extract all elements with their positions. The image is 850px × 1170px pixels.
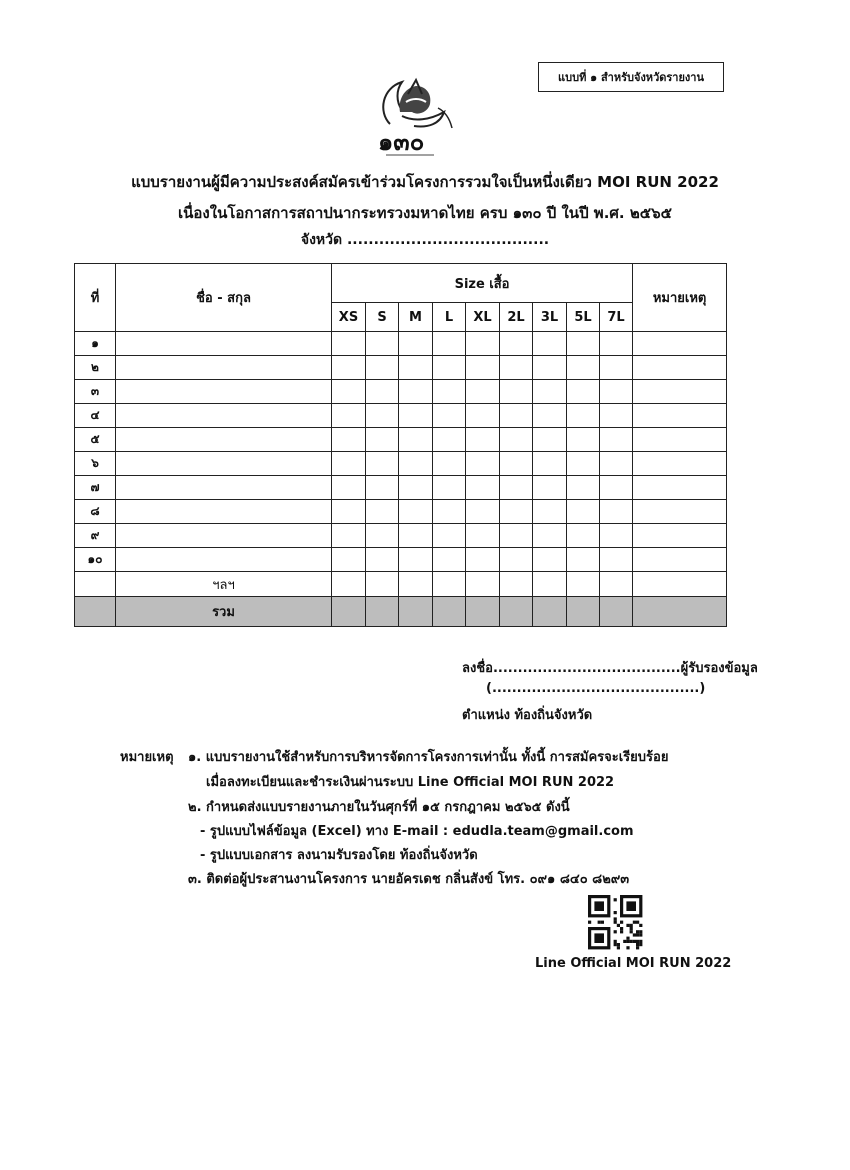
size-count-cell [533, 380, 567, 404]
report-title: แบบรายงานผู้มีความประสงค์สมัครเข้าร่วมโครงการรวมใจเป็นหนึ่งเดียว MOI RUN 2022 [131, 173, 719, 191]
remark-cell [633, 548, 727, 572]
size-count-cell [399, 380, 433, 404]
size-count-cell [433, 404, 466, 428]
size-count-cell [466, 380, 500, 404]
size-count-cell [332, 380, 366, 404]
form-type-label: แบบที่ ๑ สำหรับจังหวัดรายงาน [538, 62, 724, 92]
size-count-cell [600, 500, 633, 524]
size-header-2l: 2L [500, 303, 533, 332]
note-3: ๓. ติดต่อผู้ประสานงานโครงการ นายอัครเดช กลิ่นสังข์ โทร. ๐๙๑ ๘๔๐ ๘๒๙๓ [188, 872, 630, 887]
size-count-cell [433, 597, 466, 627]
table-row [75, 332, 727, 356]
row-number [75, 572, 116, 597]
row-number: ๕ [75, 428, 116, 452]
size-count-cell [600, 548, 633, 572]
col-no-header: ที่ [75, 264, 116, 332]
row-number: ๘ [75, 500, 116, 524]
name-cell [116, 500, 332, 524]
size-count-cell [399, 404, 433, 428]
size-count-cell [466, 500, 500, 524]
size-count-cell [567, 356, 600, 380]
size-count-cell [600, 572, 633, 597]
signer-position: ตำแหน่ง ท้องถิ่นจังหวัด [462, 708, 593, 723]
size-count-cell [433, 548, 466, 572]
size-count-cell [500, 452, 533, 476]
size-count-cell [332, 476, 366, 500]
remark-cell [633, 476, 727, 500]
size-count-cell [533, 524, 567, 548]
ministry-130-logo [368, 72, 458, 158]
size-count-cell [433, 380, 466, 404]
size-count-cell [332, 332, 366, 356]
size-count-cell [399, 500, 433, 524]
signer-name-line: (..........................................) [486, 681, 706, 696]
col-size-header: Size เสื้อ [332, 264, 633, 303]
table-row [75, 428, 727, 452]
size-count-cell [567, 476, 600, 500]
size-count-cell [500, 524, 533, 548]
size-count-cell [533, 332, 567, 356]
name-cell [116, 404, 332, 428]
remark-cell [633, 597, 727, 627]
size-count-cell [533, 548, 567, 572]
note-1-cont: เมื่อลงทะเบียนและชำระเงินผ่านระบบ Line Official MOI RUN 2022 [206, 775, 615, 790]
table-row [75, 380, 727, 404]
remark-cell [633, 404, 727, 428]
table-row [75, 500, 727, 524]
row-number: ๒ [75, 356, 116, 380]
size-count-cell [366, 452, 399, 476]
name-cell [116, 524, 332, 548]
size-header-xl: XL [466, 303, 500, 332]
size-count-cell [600, 380, 633, 404]
table-row [75, 548, 727, 572]
size-count-cell [567, 452, 600, 476]
size-count-cell [500, 597, 533, 627]
table-row [75, 356, 727, 380]
name-cell [116, 332, 332, 356]
note-2a: - รูปแบบไฟล์ข้อมูล (Excel) ทาง E-mail : edudla.team@gmail.com [200, 824, 634, 839]
size-count-cell [399, 332, 433, 356]
size-count-cell [399, 428, 433, 452]
size-count-cell [466, 476, 500, 500]
province-line: จังหวัด ...................................... [300, 232, 550, 248]
row-number: ๖ [75, 452, 116, 476]
size-count-cell [466, 428, 500, 452]
size-count-cell [466, 404, 500, 428]
size-count-cell [332, 452, 366, 476]
name-cell [116, 380, 332, 404]
size-header-m: M [399, 303, 433, 332]
table-row [75, 524, 727, 548]
size-count-cell [500, 404, 533, 428]
col-remark-header: หมายเหตุ [633, 264, 727, 332]
size-count-cell [433, 332, 466, 356]
size-count-cell [500, 500, 533, 524]
size-count-cell [500, 356, 533, 380]
size-count-cell [466, 332, 500, 356]
size-count-cell [500, 332, 533, 356]
notes-label: หมายเหตุ [120, 750, 174, 765]
table-row [75, 476, 727, 500]
size-count-cell [567, 404, 600, 428]
size-header-5l: 5L [567, 303, 600, 332]
size-header-3l: 3L [533, 303, 567, 332]
report-subtitle: เนื่องในโอกาสการสถาปนากระทรวงมหาดไทย ครบ ๑๓๐ ปี ในปี พ.ศ. ๒๕๖๕ [178, 204, 672, 222]
size-count-cell [433, 428, 466, 452]
size-count-cell [433, 452, 466, 476]
size-count-cell [399, 452, 433, 476]
remark-cell [633, 500, 727, 524]
size-count-cell [533, 476, 567, 500]
size-header-s: S [366, 303, 399, 332]
name-cell [116, 428, 332, 452]
total-row [75, 597, 727, 627]
size-count-cell [433, 356, 466, 380]
size-count-cell [567, 524, 600, 548]
remark-cell [633, 572, 727, 597]
size-count-cell [600, 597, 633, 627]
size-count-cell [500, 428, 533, 452]
size-count-cell [366, 380, 399, 404]
table-row [75, 404, 727, 428]
size-count-cell [567, 380, 600, 404]
size-count-cell [600, 356, 633, 380]
size-count-cell [399, 548, 433, 572]
signature-line: ลงชื่อ......................................ผู้รับรองข้อมูล [462, 661, 758, 676]
name-cell [116, 356, 332, 380]
size-count-cell [600, 476, 633, 500]
registration-table [74, 263, 727, 627]
note-2b: - รูปแบบเอกสาร ลงนามรับรองโดย ท้องถิ่นจังหวัด [200, 848, 478, 863]
size-count-cell [332, 548, 366, 572]
size-count-cell [567, 428, 600, 452]
row-number: ๗ [75, 476, 116, 500]
row-number [75, 597, 116, 627]
remark-cell [633, 356, 727, 380]
size-count-cell [366, 524, 399, 548]
qr-caption: Line Official MOI RUN 2022 [535, 956, 732, 971]
size-count-cell [433, 524, 466, 548]
size-count-cell [366, 572, 399, 597]
size-count-cell [466, 572, 500, 597]
size-count-cell [533, 572, 567, 597]
size-count-cell [332, 597, 366, 627]
size-count-cell [332, 524, 366, 548]
name-cell: รวม [116, 597, 332, 627]
name-cell [116, 476, 332, 500]
etc-row [75, 572, 727, 597]
size-count-cell [399, 597, 433, 627]
size-count-cell [366, 500, 399, 524]
size-count-cell [567, 500, 600, 524]
size-count-cell [500, 476, 533, 500]
line-official-qr-code [582, 895, 646, 951]
size-count-cell [332, 356, 366, 380]
size-count-cell [332, 404, 366, 428]
size-count-cell [399, 476, 433, 500]
logo-text: ๑๓๐ [378, 128, 425, 156]
size-count-cell [533, 452, 567, 476]
row-number: ๑ [75, 332, 116, 356]
size-header-7l: 7L [600, 303, 633, 332]
remark-cell [633, 452, 727, 476]
size-count-cell [366, 356, 399, 380]
remark-cell [633, 428, 727, 452]
size-count-cell [399, 572, 433, 597]
size-count-cell [600, 428, 633, 452]
size-header-l: L [433, 303, 466, 332]
size-count-cell [466, 524, 500, 548]
size-count-cell [600, 404, 633, 428]
remark-cell [633, 332, 727, 356]
name-cell [116, 548, 332, 572]
size-count-cell [600, 332, 633, 356]
size-count-cell [366, 404, 399, 428]
size-count-cell [500, 548, 533, 572]
remark-cell [633, 380, 727, 404]
size-count-cell [600, 524, 633, 548]
size-count-cell [533, 356, 567, 380]
size-count-cell [466, 548, 500, 572]
size-count-cell [466, 452, 500, 476]
size-count-cell [600, 452, 633, 476]
col-name-header: ชื่อ - สกุล [116, 264, 332, 332]
row-number: ๙ [75, 524, 116, 548]
size-count-cell [332, 572, 366, 597]
name-cell [116, 452, 332, 476]
size-count-cell [533, 597, 567, 627]
size-count-cell [500, 572, 533, 597]
size-count-cell [332, 500, 366, 524]
size-count-cell [567, 597, 600, 627]
size-count-cell [399, 524, 433, 548]
size-count-cell [366, 332, 399, 356]
size-count-cell [533, 404, 567, 428]
note-2: ๒. กำหนดส่งแบบรายงานภายในวันศุกร์ที่ ๑๕ กรกฎาคม ๒๕๖๕ ดังนี้ [188, 800, 570, 815]
size-count-cell [332, 428, 366, 452]
note-1: ๑. แบบรายงานใช้สำหรับการบริหารจัดการโครงการเท่านั้น ทั้งนี้ การสมัครจะเรียบร้อย [188, 750, 669, 765]
table-row [75, 452, 727, 476]
size-count-cell [366, 548, 399, 572]
size-count-cell [466, 356, 500, 380]
size-count-cell [399, 356, 433, 380]
size-count-cell [433, 500, 466, 524]
row-number: ๔ [75, 404, 116, 428]
row-number: ๓ [75, 380, 116, 404]
row-number: ๑๐ [75, 548, 116, 572]
size-count-cell [366, 428, 399, 452]
size-count-cell [466, 597, 500, 627]
name-cell: ฯลฯ [116, 572, 332, 597]
size-count-cell [366, 597, 399, 627]
size-count-cell [500, 380, 533, 404]
size-count-cell [366, 476, 399, 500]
size-count-cell [533, 500, 567, 524]
size-count-cell [533, 428, 567, 452]
size-count-cell [567, 332, 600, 356]
size-count-cell [433, 572, 466, 597]
size-count-cell [433, 476, 466, 500]
size-count-cell [567, 572, 600, 597]
remark-cell [633, 524, 727, 548]
size-header-xs: XS [332, 303, 366, 332]
size-count-cell [567, 548, 600, 572]
